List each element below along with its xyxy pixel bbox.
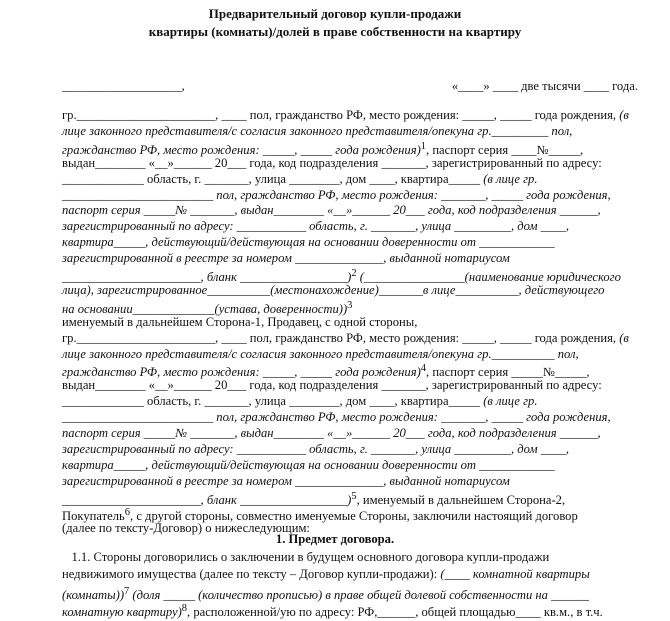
document-line: лица), зарегистрированное__________(местонахождение)_______в лице__________, действующего [62,282,605,297]
document-line: (далее по тексту-Договор) о нижеследующим: [62,521,310,536]
document-line: гражданство РФ, место рождения: _____, _____ года рождения)$^4$, паспорт серия _____№_____, [62,363,590,380]
document-line: зарегистрированный по адресу: ___________ область, г. _______, улица _________, дом ____, [62,441,569,456]
document-line: (комнаты))$^7$ (доля _____ (количество прописью) в праве общей долевой собственности на ______ [62,585,589,602]
document-line: ______________________, бланк _________________)$^5$, именуемый в дальнейшем Сторона-2, [62,490,566,507]
document-line: на основании_____________(устава, доверенности))$^3$ [62,299,353,316]
header-date: «____» ____ две тысячи ____ года. [451,79,638,93]
document-line: выдан________ «__»______ 20___ года, код подразделения _______, зарегистрированный по адресу: [62,155,602,170]
document-line: гр.______________________, ____ пол, гражданство РФ, место рождения: _____, _____ года рождения, (в [62,108,629,122]
document-line: именуемый в дальнейшем Сторона-1, Продавец, с одной стороны, [62,314,418,329]
header-place: ___________________, [62,79,185,93]
document-line: квартира_____, действующий/действующая на основании доверенности от ____________ [62,235,555,250]
section-heading: 1. Предмет договора. [275,532,395,546]
document-line: комнатную квартиру)$^8$, расположенной/ую по адресу: РФ,______, общей площадью____ кв.м., в т.ч. [62,603,603,620]
document-line: квартира_____, действующий/действующая на основании доверенности от ____________ [62,457,555,472]
document-line: ______________________, бланк _________________)$^2$ (________________(наименование юридического [62,268,621,285]
document-line: 1.1. Стороны договорились о заключении в будущем основного договора купли-продажи [62,550,550,564]
document-line: гражданство РФ, место рождения: _____, _____ года рождения)$^1$, паспорт серия ____№_____, [62,140,584,157]
document-line: _____________ область, г. _______, улица ________, дом ____, квартира_____ (в лице гр. [62,171,538,186]
document-line: ________________________ пол, гражданство РФ, место рождения: _______, _____ года рождения, [62,410,611,425]
document-line: лице законного представителя/с согласия законного представителя/опекуна гр._________ пол, [62,123,573,138]
document-line: недвижимого имущества (далее по тексту – Договор купли-продажи): (____ комнатной квартиры [62,567,590,582]
document-line: паспорт серия _____№ _______, выдан________ «__»______ 20___ года, код подразделения ______, [62,426,601,440]
document-line: гр.______________________, ____ пол, гражданство РФ, место рождения: _____, _____ года рождения, (в [62,330,629,345]
document-title-line2: квартиры (комнаты)/долей в праве собственности на квартиру [148,24,522,39]
document-line: лице законного представителя/с согласия законного представителя/опекуна гр.__________ пол, [62,346,579,361]
document-line: Покупатель$^6$, с другой стороны, совместно именуемые Стороны, заключили настоящий договор [62,506,578,523]
document-line: зарегистрированный по адресу: ___________ область, г. _______, улица _________, дом ____, [62,219,569,234]
document-line: ________________________ пол, гражданство РФ, место рождения: _______, _____ года рождения, [62,187,611,202]
document-title-line1: Предварительный договор купли-продажи [208,6,462,21]
document-line: зарегистрированной в реестре за номером ______________, выданной нотариусом [62,251,510,266]
document-line: зарегистрированной в реестре за номером ______________, выданной нотариусом [62,473,510,488]
document-line: паспорт серия _____№ _______, выдан________ «__»______ 20___ года, код подразделения ______, [62,203,601,218]
document-line: выдан________ «__»______ 20___ года, код подразделения _______, зарегистрированный по адресу: [62,378,602,393]
document-line: _____________ область, г. _______, улица ________, дом ____, квартира_____ (в лице гр. [62,394,538,409]
